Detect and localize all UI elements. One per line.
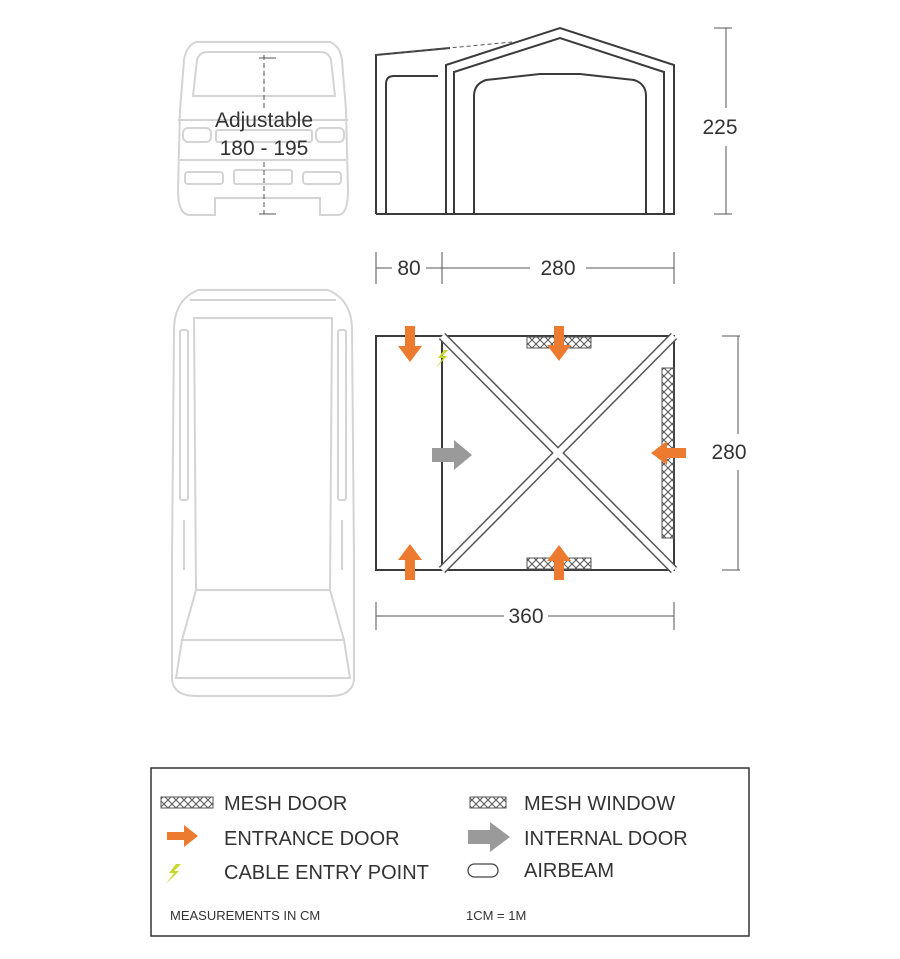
legend-mesh-window-label: MESH WINDOW xyxy=(524,793,676,815)
entrance-arrow-top-left xyxy=(398,326,422,362)
total-width-value: 360 xyxy=(508,605,544,628)
legend-internal-door-label: INTERNAL DOOR xyxy=(524,828,688,850)
scale-note: 1CM = 1M xyxy=(466,908,527,923)
internal-door-arrow xyxy=(432,440,472,470)
adjustable-height-marker xyxy=(259,55,276,214)
measurements-note: MEASUREMENTS IN CM xyxy=(170,908,321,923)
width-dimension-lines xyxy=(376,252,674,284)
mesh-window-icon xyxy=(470,797,506,808)
cable-entry-icon xyxy=(166,864,181,884)
annex-width-value: 80 xyxy=(397,257,421,280)
legend-mesh-door-label: MESH DOOR xyxy=(224,793,348,815)
mesh-door-icon xyxy=(161,797,213,808)
tent-floor-plan xyxy=(376,336,674,570)
adjustable-range-label: 180 - 195 xyxy=(219,137,309,160)
depth-value: 280 xyxy=(711,441,747,464)
legend-box xyxy=(151,768,749,936)
entrance-arrow-bottom-left xyxy=(398,544,422,580)
tent-side-elevation xyxy=(376,28,674,214)
adjustable-label: Adjustable xyxy=(214,109,314,132)
tent-width-value: 280 xyxy=(540,257,576,280)
entrance-door-icon xyxy=(167,825,198,847)
legend-cable-entry-label: CABLE ENTRY POINT xyxy=(224,862,429,884)
vehicle-top-view xyxy=(172,290,354,696)
legend-airbeam-label: AIRBEAM xyxy=(524,860,615,882)
legend-entrance-door-label: ENTRANCE DOOR xyxy=(224,828,400,850)
height-value: 225 xyxy=(702,116,738,139)
airbeam-icon xyxy=(468,864,498,877)
internal-door-icon xyxy=(468,822,510,852)
